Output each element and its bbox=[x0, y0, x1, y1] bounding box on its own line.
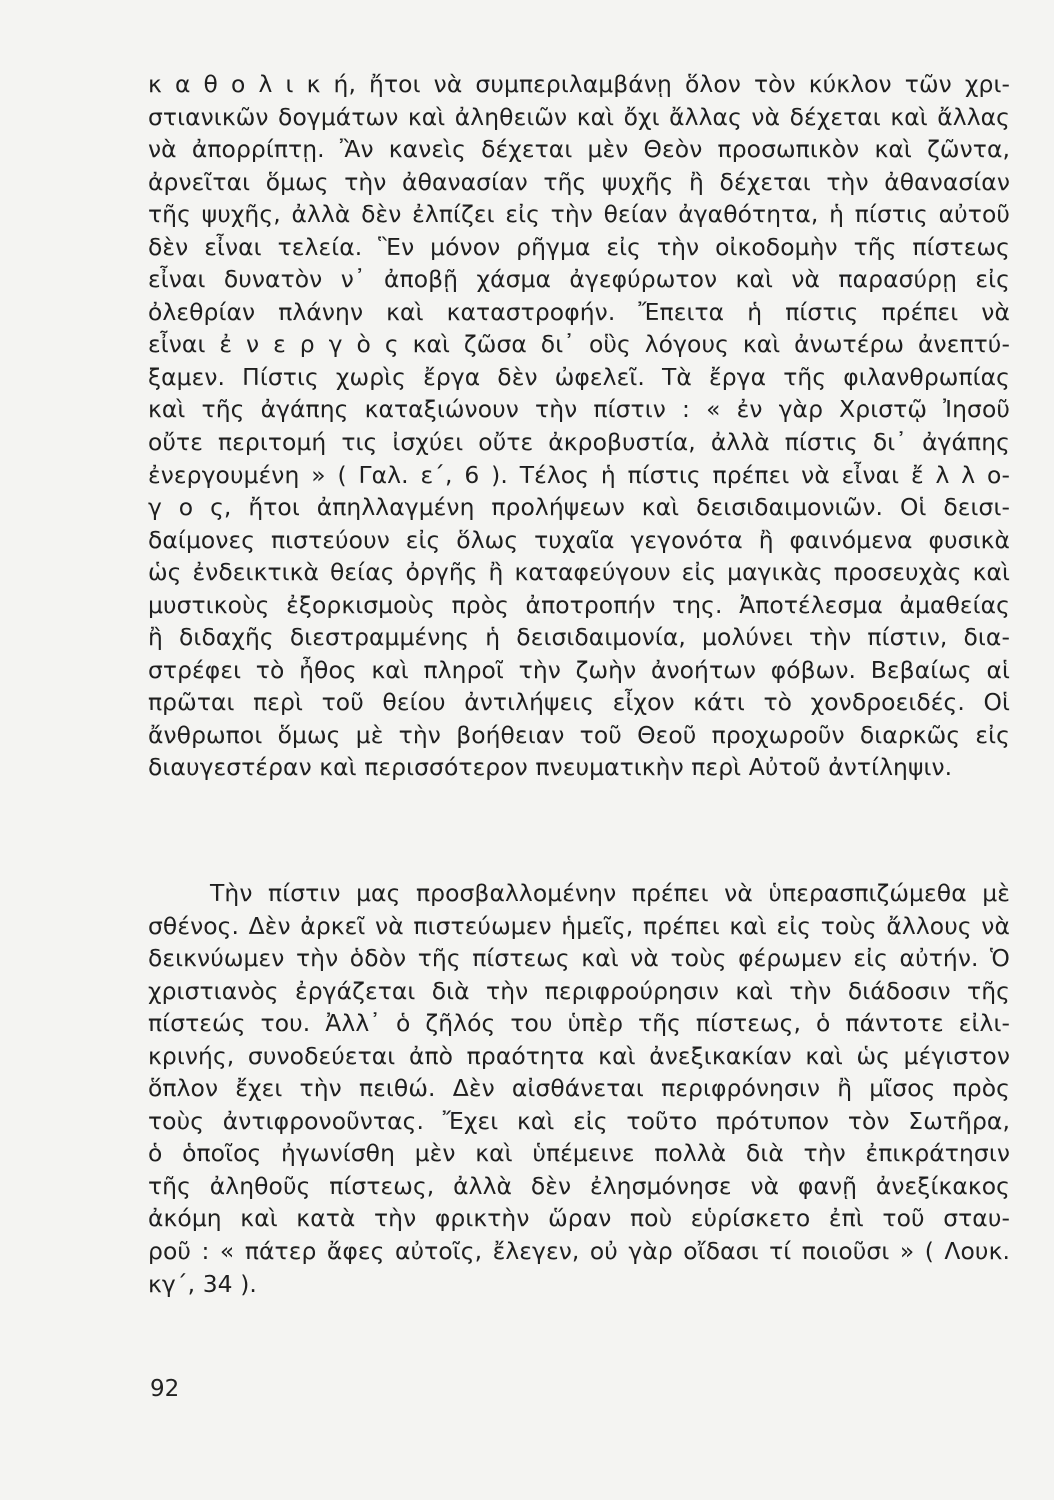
text-line: στιανικῶν δογμάτων καὶ ἀληθειῶν καὶ ὄχι ἄλλας νὰ δέχεται καὶ ἄλλας bbox=[148, 102, 1010, 131]
text-line: Τὴν πίστιν μας προσβαλλομένην πρέπει νὰ ὑπερασπιζώμεθα μὲ bbox=[210, 879, 1010, 907]
paragraph-1 bbox=[148, 68, 1010, 784]
text-line: ὁ ὁποῖος ἠγωνίσθη μὲν καὶ ὑπέμεινε πολλὰ διὰ τὴν ἐπικράτησιν bbox=[148, 1139, 1010, 1168]
text-line: ὡς ἐνδεικτικὰ θείας ὀργῆς ἢ καταφεύγουν εἰς μαγικὰς προσευχὰς καὶ bbox=[148, 558, 1010, 587]
text-line: στρέφει τὸ ἦθος καὶ πληροῖ τὴν ζωὴν ἀνοήτων φόβων. Βεβαίως αἱ bbox=[148, 655, 1010, 684]
text-line: γ ο ς, ἤτοι ἀπηλλαγμένη προλήψεων καὶ δεισιδαιμονιῶν. Οἱ δεισι- bbox=[148, 493, 1010, 522]
text-line: κγ΄, 34 ). bbox=[148, 1269, 257, 1298]
text-line: δεικνύωμεν τὴν ὁδὸν τῆς πίστεως καὶ νὰ τοὺς φέρωμεν εἰς αὐτήν. Ὁ bbox=[148, 944, 1010, 973]
text-line: ἄνθρωποι ὅμως μὲ τὴν βοήθειαν τοῦ Θεοῦ προχωροῦν διαρκῶς εἰς bbox=[148, 720, 1010, 749]
text-line: ὅπλον ἔχει τὴν πειθώ. Δὲν αἰσθάνεται περιφρόνησιν ἢ μῖσος πρὸς bbox=[148, 1074, 1010, 1103]
text-line: νὰ ἀπορρίπτῃ. Ἂν κανεὶς δέχεται μὲν Θεὸν προσωπικὸν καὶ ζῶντα, bbox=[148, 135, 1010, 164]
page-number: 92 bbox=[150, 1376, 180, 1402]
text-line: κ α θ ο λ ι κ ή, ἤτοι νὰ συμπεριλαμβάνῃ ὅλον τὸν κύκλον τῶν χρι- bbox=[148, 70, 1010, 98]
text-line: διαυγεστέραν καὶ περισσότερον πνευματικὴν περὶ Αὐτοῦ ἀντίληψιν. bbox=[148, 753, 953, 782]
text-line: τῆς ψυχῆς, ἀλλὰ δὲν ἐλπίζει εἰς τὴν θείαν ἀγαθότητα, ἡ πίστις αὐτοῦ bbox=[148, 200, 1010, 229]
text-line: ξαμεν. Πίστις χωρὶς ἔργα δὲν ὠφελεῖ. Τὰ ἔργα τῆς φιλανθρωπίας bbox=[148, 362, 1010, 391]
text-line: τῆς ἀληθοῦς πίστεως, ἀλλὰ δὲν ἐλησμόνησε νὰ φανῇ ἀνεξίκακος bbox=[148, 1171, 1010, 1200]
text-line: εἶναι ἐ ν ε ρ γ ὸ ς καὶ ζῶσα δι᾽ οὓς λόγους καὶ ἀνωτέρω ἀνεπτύ- bbox=[148, 330, 1010, 359]
text-line: χριστιανὸς ἐργάζεται διὰ τὴν περιφρούρησιν καὶ τὴν διάδοσιν τῆς bbox=[148, 976, 1010, 1005]
text-line: τοὺς ἀντιφρονοῦντας. Ἔχει καὶ εἰς τοῦτο πρότυπον τὸν Σωτῆρα, bbox=[148, 1106, 1010, 1135]
paragraph-2 bbox=[148, 877, 1010, 1300]
text-line: ἀρνεῖται ὅμως τὴν ἀθανασίαν τῆς ψυχῆς ἢ δέχεται τὴν ἀθανασίαν bbox=[148, 167, 1010, 196]
text-line: οὔτε περιτομή τις ἰσχύει οὔτε ἀκροβυστία, ἀλλὰ πίστις δι᾽ ἀγάπης bbox=[148, 428, 1010, 457]
text-line: δαίμονες πιστεύουν εἰς ὅλως τυχαῖα γεγονότα ἢ φαινόμενα φυσικὰ bbox=[148, 525, 1010, 554]
text-line: ὀλεθρίαν πλάνην καὶ καταστροφήν. Ἔπειτα ἡ πίστις πρέπει νὰ bbox=[148, 297, 1010, 326]
text-line: πρῶται περὶ τοῦ θείου ἀντιλήψεις εἶχον κάτι τὸ χονδροειδές. Οἱ bbox=[148, 688, 1010, 717]
text-line: εἶναι δυνατὸν ν᾽ ἀποβῇ χάσμα ἀγεφύρωτον καὶ νὰ παρασύρῃ εἰς bbox=[148, 265, 1010, 294]
text-line: ἀκόμη καὶ κατὰ τὴν φρικτὴν ὥραν ποὺ εὑρίσκετο ἐπὶ τοῦ σταυ- bbox=[148, 1204, 1010, 1233]
text-line: ἐνεργουμένη » ( Γαλ. ε΄, 6 ). Τέλος ἡ πίστις πρέπει νὰ εἶναι ἔ λ λ ο- bbox=[148, 460, 1010, 489]
text-line: δὲν εἶναι τελεία. Ἓν μόνον ρῆγμα εἰς τὴν οἰκοδομὴν τῆς πίστεως bbox=[148, 232, 1010, 261]
text-line: μυστικοὺς ἐξορκισμοὺς πρὸς ἀποτροπήν της. Ἀποτέλεσμα ἀμαθείας bbox=[148, 590, 1010, 619]
text-line: κρινής, συνοδεύεται ἀπὸ πραότητα καὶ ἀνεξικακίαν καὶ ὡς μέγιστον bbox=[148, 1041, 1010, 1070]
text-line: καὶ τῆς ἀγάπης καταξιώνουν τὴν πίστιν : « ἐν γὰρ Χριστῷ Ἰησοῦ bbox=[148, 395, 1010, 424]
text-line: πίστεώς του. Ἀλλ᾽ ὁ ζῆλός του ὑπὲρ τῆς πίστεως, ὁ πάντοτε εἰλι- bbox=[148, 1009, 1010, 1038]
text-line: ἢ διδαχῆς διεστραμμένης ἡ δεισιδαιμονία, μολύνει τὴν πίστιν, δια- bbox=[148, 623, 1010, 652]
text-line: σθένος. Δὲν ἀρκεῖ νὰ πιστεύωμεν ἡμεῖς, πρέπει καὶ εἰς τοὺς ἄλλους νὰ bbox=[148, 911, 1010, 940]
text-line: ροῦ : « πάτερ ἄφες αὐτοῖς, ἔλεγεν, οὐ γὰρ οἴδασι τί ποιοῦσι » ( Λουκ. bbox=[148, 1237, 1010, 1266]
